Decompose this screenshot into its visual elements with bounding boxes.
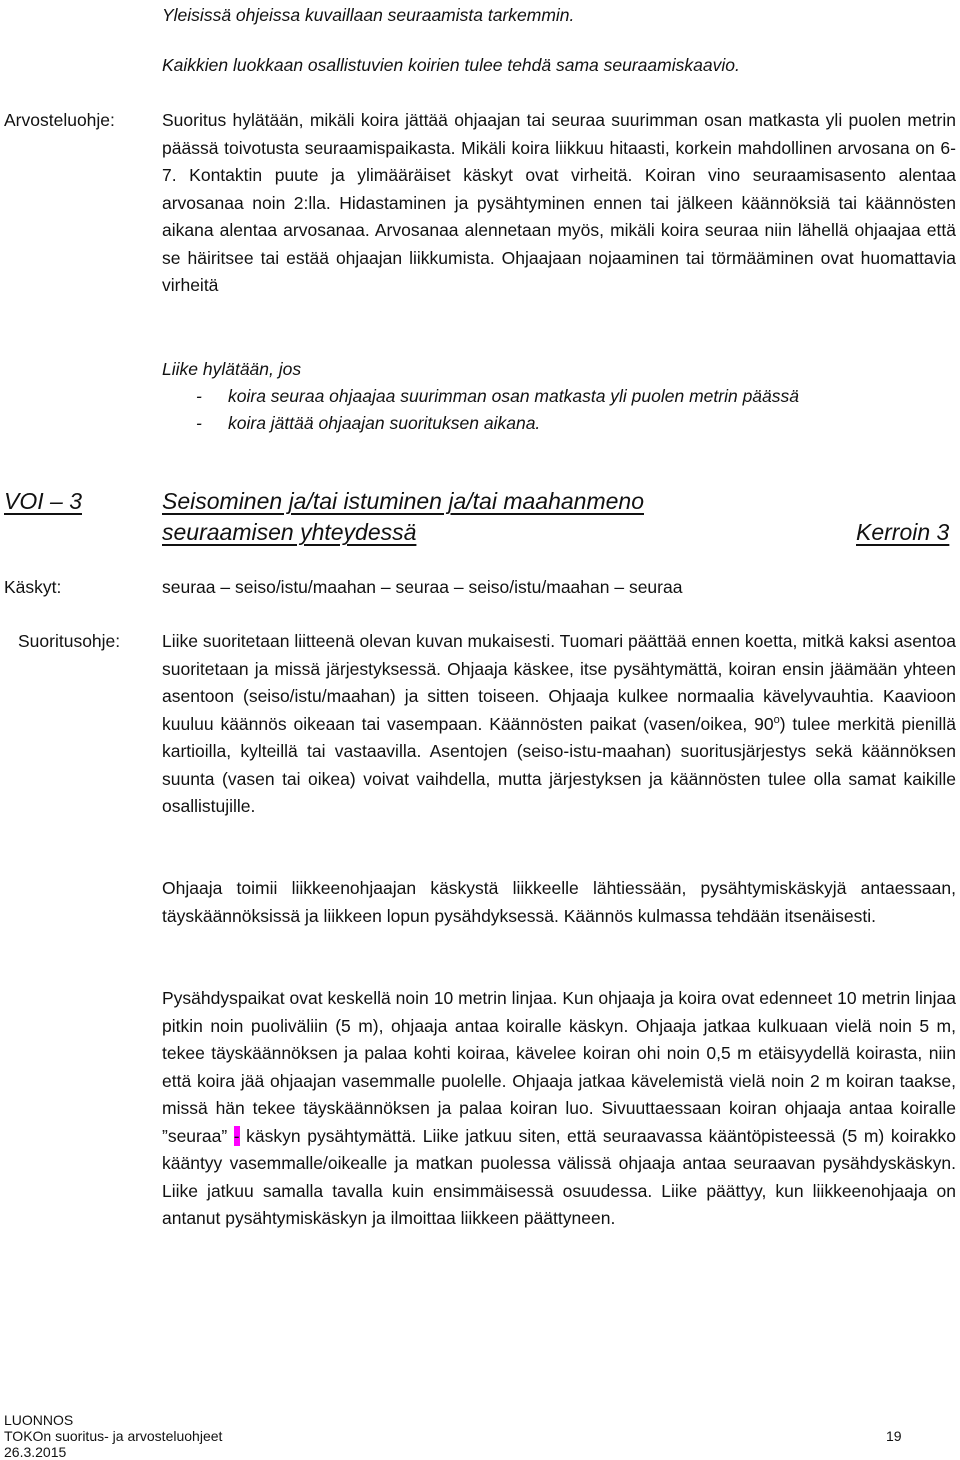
suoritusohje-label: Suoritusohje: — [18, 631, 121, 651]
section-code: VOI – 3 — [4, 488, 82, 514]
highlight-mark: - — [233, 1125, 240, 1146]
reject-item-text: koira seuraa ohjaajaa suurimman osan matkasta yli puolen metrin päässä — [228, 386, 799, 406]
intro-line-1: Yleisissä ohjeissa kuvaillaan seuraamista tarkemmin. — [162, 5, 575, 25]
p3-text-a: Pysähdyspaikat ovat keskellä noin 10 metrin linjaa. Kun ohjaaja ja koira ovat edenneet 10 metrin linjaa pitkin noin puoliväliin (5 m), ohjaaja antaa koiralle käskyn. Ohjaaja jatkaa kulkuaan vielä noin 5 m, tekee täyskäännöksen ja palaa kohti koiraa, kävelee koiran ohi noin 0,5 m etäisyydellä koirasta, niin että koira jää ohjaajan vasemmalle puolelle. Ohjaaja jatkaa kävelemistä vielä noin 2 m koiran taakse, missä hän tekee täyskäännöksen ja palaa koiran luo. Sivuuttaessaan koiran ohjaaja antaa koiralle ”seuraa” — [162, 988, 956, 1146]
footer-page-number: 19 — [886, 1428, 902, 1444]
kaskyt-label: Käskyt: — [4, 577, 62, 597]
section-coefficient: Kerroin 3 — [856, 519, 950, 545]
reject-title: Liike hylätään, jos — [162, 359, 302, 379]
suoritusohje-paragraph-2: Ohjaaja toimii liikkeenohjaajan käskystä liikkeelle lähtiessään, pysähtymiskäskyjä antaessaan, täyskäännöksissä ja liikkeen lopun pysähdyksessä. Käännös kulmassa tehdään itsenäisesti. — [162, 878, 956, 926]
section-title-line-2: seuraamisen yhteydessä — [162, 519, 417, 545]
suoritusohje-paragraph-3 — [162, 985, 956, 1233]
section-title-line-1: Seisominen ja/tai istuminen ja/tai maahanmeno — [162, 488, 644, 514]
kaskyt-text: seuraa – seiso/istu/maahan – seuraa – seiso/istu/maahan – seuraa — [162, 577, 683, 597]
reject-item-text: koira jättää ohjaajan suorituksen aikana. — [228, 413, 541, 433]
p3-text-b: käskyn pysähtymättä. Liike jatkuu siten, että seuraavassa kääntöpisteessä (5 m) koirakko kääntyy vasemmalle/oikealle ja matkan puolessa välissä ohjaaja antaa seuraavan pysähdyskäskyn. Liike jatkuu samalla tavalla kuin ensimmäisessä osuudessa. Liike päättyy, kun liikkeenohjaaja on antanut pysähtymiskäskyn ja ilmoittaa liikkeen päättyneen. — [162, 1125, 957, 1228]
arvosteluohje-paragraph: Suoritus hylätään, mikäli koira jättää ohjaajan tai seuraa suurimman osan matkasta yli puolen metrin päässä toivotusta seuraamispaikasta. Mikäli koira liikkuu hitaasti, korkein mahdollinen arvosana on 6-7. Kontaktin puute ja ylimääräiset käskyt ovat virheitä. Koiran vino seuraamisasento alentaa arvosanaa noin 2:lla. Hidastaminen ja pysähtyminen ennen tai jälkeen käännöksiä tai käännösten aikana alentaa arvosanaa. Arvosanaa alennetaan myös, mikäli koira seuraa niin lähellä ohjaajaa että se häiritsee tai estää ohjaajan liikkumista. Ohjaajaan nojaaminen tai törmääminen ovat huomattavia virheitä — [162, 110, 956, 295]
reject-item — [196, 383, 956, 411]
p1-text-b: ) tulee merkitä pienillä kartioilla, kylteillä tai vastaavilla. Asentojen (seiso-istu-maahan) suoritusjärjestys sekä käännöksen suunta (vasen tai oikea) voivat vaihdella, mutta järjestyksen ja käännösten tulee olla samat kaikille osallistujille. — [162, 713, 956, 816]
footer-date: 26.3.2015 — [4, 1444, 67, 1460]
degree-sup: o — [773, 713, 780, 726]
intro-line-2: Kaikkien luokkaan osallistuvien koirien tulee tehdä sama seuraamiskaavio. — [162, 55, 740, 75]
bullet-dash: - — [196, 386, 202, 406]
footer-document-title: TOKOn suoritus- ja arvosteluohjeet — [4, 1428, 223, 1444]
reject-item — [196, 410, 956, 438]
footer-draft-label: LUONNOS — [4, 1412, 74, 1428]
bullet-dash: - — [196, 413, 202, 433]
suoritusohje-paragraph-1 — [162, 628, 956, 821]
arvosteluohje-label: Arvosteluohje: — [4, 110, 115, 130]
p1-text-a: Liike suoritetaan liitteenä olevan kuvan mukaisesti. Tuomari päättää ennen koetta, mitkä kaksi asentoa suoritetaan ja missä järjestyksessä. Ohjaaja käskee, itse pysähtymättä, koiran ensin jäämään yhteen asentoon (seiso/istu/maahan) ja sitten toiseen. Ohjaaja kulkee normaalia kävelyvauhtia. Kaavioon kuuluu käännös oikeaan tai vasempaan. Käännösten paikat (vasen/oikea, 90 — [162, 631, 956, 734]
